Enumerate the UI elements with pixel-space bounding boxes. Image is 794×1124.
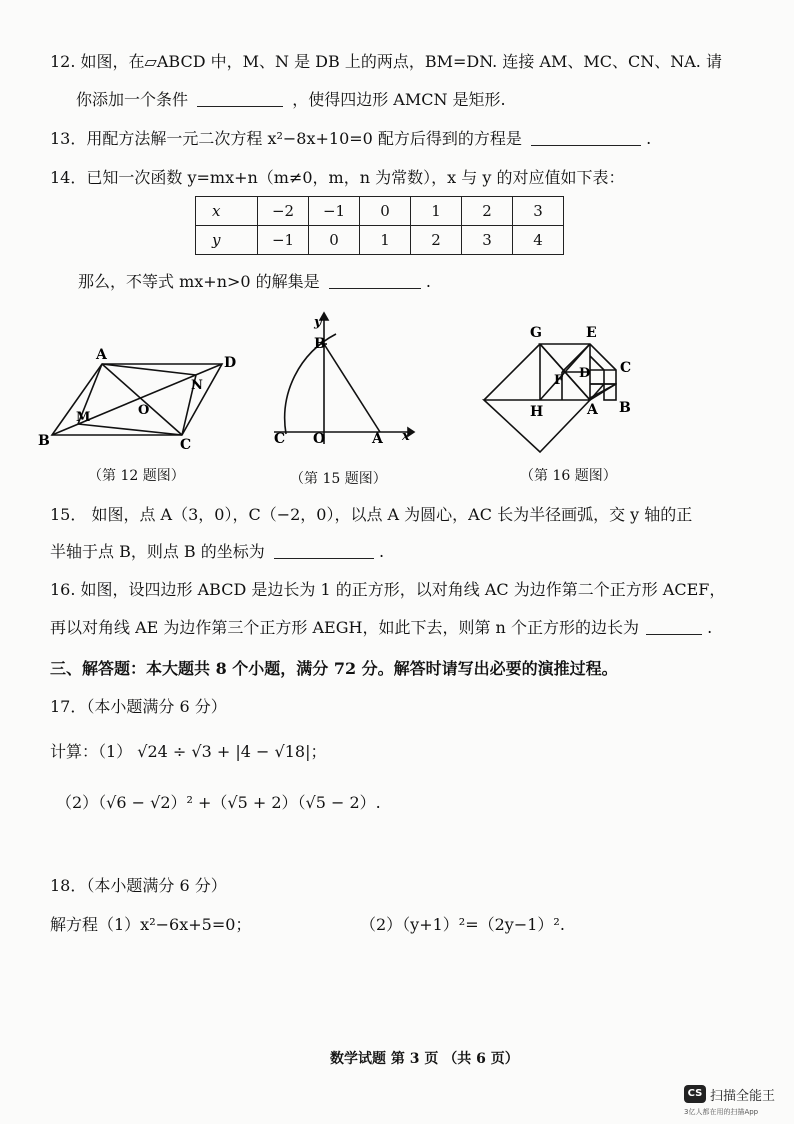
- q14-after-text: 那么，不等式 mx+n>0 的解集是: [78, 272, 320, 291]
- label-a: A: [96, 347, 107, 363]
- q15-answer-blank[interactable]: [274, 542, 374, 559]
- section-3-heading: 三、解答题：本大题共 8 个小题，满分 72 分。解答时请写出必要的演推过程。: [50, 659, 618, 678]
- fig15-coordinate-figure: [268, 310, 418, 450]
- q16-answer-blank[interactable]: [646, 618, 702, 635]
- q14-text: 14．已知一次函数 y=mx+n（m≠0，m，n 为常数），x 与 y 的对应值如下表：: [50, 168, 625, 187]
- q12-line1: 12. 如图，在▱ABCD 中，M、N 是 DB 上的两点，BM=DN. 连接 AM、MC、CN、NA. 请: [50, 52, 722, 71]
- q16-end: .: [707, 618, 713, 637]
- label-f: F: [554, 373, 564, 388]
- q12-line2-post: ，使得四边形 AMCN 是矩形.: [292, 90, 506, 109]
- q18-part2: （2）（y+1）²=（2y−1）².: [360, 915, 565, 934]
- watermark-brand: 扫描全能王: [710, 1089, 776, 1104]
- label-b: B: [38, 433, 50, 449]
- q13: [50, 129, 651, 149]
- q14-table: [195, 196, 564, 255]
- label-x: x: [402, 429, 410, 444]
- table-cell: −2: [258, 197, 309, 226]
- label-a: A: [587, 402, 598, 418]
- q12-line2: [76, 90, 506, 110]
- label-m: M: [76, 410, 91, 425]
- label-c: C: [274, 431, 286, 447]
- q14-after: [78, 272, 431, 292]
- cs-logo-icon: CS: [684, 1085, 706, 1103]
- q13-answer-blank[interactable]: [531, 129, 641, 146]
- fig16-squares-figure: [478, 320, 648, 455]
- table-cell: 0: [309, 226, 360, 255]
- q16-line2: [50, 618, 712, 638]
- q17-part1-label: 计算：（1）: [50, 742, 133, 761]
- label-d: D: [224, 355, 237, 371]
- q14-table-row-x: [196, 197, 564, 226]
- q17-part1-expr: √24 ÷ √3 + |4 − √18|；: [137, 742, 327, 761]
- fig16-caption: （第 16 题图）: [520, 468, 617, 484]
- table-cell: −1: [258, 226, 309, 255]
- q15-end: .: [378, 542, 385, 561]
- q17-part2: （2）（√6 − √2）² +（√5 + 2）（√5 − 2）.: [56, 793, 381, 812]
- table-cell: x: [196, 197, 258, 226]
- q16-line2-text: 再以对角线 AE 为边作第三个正方形 AEGH，如此下去，则第 n 个正方形的边长为: [50, 618, 639, 637]
- label-n: N: [191, 378, 203, 393]
- q15-line2: [50, 542, 384, 562]
- table-cell: 2: [411, 226, 462, 255]
- label-y: y: [314, 315, 322, 330]
- table-cell: 0: [360, 197, 411, 226]
- label-c: C: [180, 437, 192, 450]
- fig12-parallelogram: [34, 345, 244, 450]
- table-cell: 1: [411, 197, 462, 226]
- table-cell: 2: [462, 197, 513, 226]
- label-b: B: [314, 336, 326, 352]
- q18-title: 18．（本小题满分 6 分）: [50, 876, 227, 895]
- q17-title: 17．（本小题满分 6 分）: [50, 697, 227, 716]
- q14-end: .: [425, 272, 431, 291]
- page-footer: 数学试题 第 3 页 （共 6 页）: [330, 1051, 519, 1067]
- table-cell: 4: [513, 226, 564, 255]
- table-cell: 3: [462, 226, 513, 255]
- q14-answer-blank[interactable]: [329, 272, 421, 289]
- q18-part1: 解方程（1）x²−6x+5=0；: [50, 915, 252, 934]
- q16-line1: 16. 如图，设四边形 ABCD 是边长为 1 的正方形，以对角线 AC 为边作第二个正方形 ACEF，: [50, 580, 726, 599]
- watermark-tagline: 3亿人都在用的扫描App: [684, 1108, 759, 1116]
- label-o: O: [138, 403, 150, 418]
- label-e: E: [586, 325, 597, 341]
- table-cell: y: [196, 226, 258, 255]
- fig15-caption: （第 15 题图）: [290, 471, 387, 487]
- label-g: G: [530, 325, 542, 341]
- q15-line1: 15． 如图，点 A（3，0），C（−2，0），以点 A 为圆心，AC 长为半径画弧，交 y 轴的正: [50, 505, 693, 524]
- scanner-watermark: [682, 1085, 792, 1121]
- q14-table-row-y: [196, 226, 564, 255]
- fig12-caption: （第 12 题图）: [88, 468, 185, 484]
- label-c: C: [620, 360, 632, 376]
- table-cell: 1: [360, 226, 411, 255]
- q13-text: 13．用配方法解一元二次方程 x²−8x+10=0 配方后得到的方程是: [50, 129, 522, 148]
- label-d: D: [579, 366, 591, 381]
- table-cell: −1: [309, 197, 360, 226]
- q12-line2-pre: 你添加一个条件: [76, 90, 189, 109]
- label-h: H: [530, 404, 544, 420]
- q13-end: .: [646, 129, 652, 148]
- label-b: B: [619, 400, 631, 416]
- q17-part1: [50, 742, 326, 762]
- table-cell: 3: [513, 197, 564, 226]
- label-a: A: [372, 431, 383, 447]
- q12-answer-blank[interactable]: [197, 90, 283, 107]
- label-o: O: [313, 431, 326, 447]
- q15-line2-text: 半轴于点 B，则点 B 的坐标为: [50, 542, 265, 561]
